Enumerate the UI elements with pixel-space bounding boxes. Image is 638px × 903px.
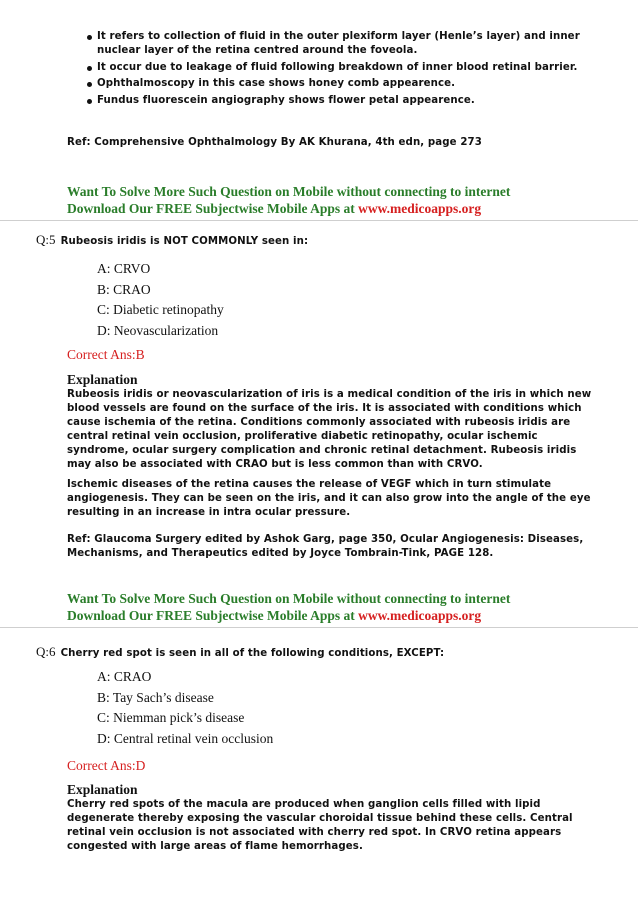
promo-block xyxy=(67,590,627,624)
promo-link[interactable]: www.medicoapps.org xyxy=(358,201,482,216)
option-a[interactable]: A: CRVO xyxy=(97,261,151,276)
correct-answer: Correct Ans:B xyxy=(67,347,145,362)
option-a[interactable]: A: CRAO xyxy=(97,669,152,684)
promo-block xyxy=(67,183,627,217)
explanation-paragraph: Cherry red spots of the macula are produced when ganglion cells filled with lipid degenerate thereby exposing the vascular choroidal tissue behind these cells. Central retinal vein occlusion is not associated with cherry red spot. In CRVO retina appears congested with large areas of flame hemorrhages. xyxy=(67,799,573,852)
bullet-dot-icon xyxy=(87,82,92,87)
divider xyxy=(0,627,638,628)
bullet-dot-icon xyxy=(87,66,92,71)
bullet-item: Fundus fluorescein angiography shows flower petal appearence. xyxy=(70,94,590,108)
explanation-heading: Explanation xyxy=(67,782,138,797)
option-c[interactable]: C: Niemman pick’s disease xyxy=(97,710,245,725)
option-b[interactable]: B: Tay Sach’s disease xyxy=(97,689,214,705)
options-list xyxy=(97,667,273,749)
bullet-dot-icon xyxy=(87,99,92,104)
bullet-list xyxy=(70,30,590,110)
option-b[interactable]: B: CRAO xyxy=(97,281,151,297)
question-number: Q:5 xyxy=(36,232,56,247)
option-d[interactable]: D: Neovascularization xyxy=(97,322,219,338)
promo-line: Download Our FREE Subjectwise Mobile Apps at www.medicoapps.org xyxy=(67,608,482,623)
options-list xyxy=(97,259,224,341)
promo-line: Want To Solve More Such Question on Mobile without connecting to internet xyxy=(67,591,511,606)
reference-text: Ref: Comprehensive Ophthalmology By AK Khurana, 4th edn, page 273 xyxy=(67,137,482,148)
explanation-heading: Explanation xyxy=(67,372,138,387)
promo-link[interactable]: www.medicoapps.org xyxy=(358,608,482,623)
bullet-item: It occur due to leakage of fluid following breakdown of inner blood retinal barrier. xyxy=(70,61,590,75)
question-text: Rubeosis iridis is NOT COMMONLY seen in: xyxy=(60,236,309,247)
option-c[interactable]: C: Diabetic retinopathy xyxy=(97,302,224,317)
reference-text: Ref: Glaucoma Surgery edited by Ashok Garg, page 350, Ocular Angiogenesis: Diseases, Mechanisms, and Therapeutics edited by Joyce Tombrain-Tink, PAGE 128. xyxy=(67,534,584,559)
question-6 xyxy=(36,641,626,661)
bullet-item: It refers to collection of fluid in the outer plexiform layer (Henle’s layer) and inner nuclear layer of the retina centred around the foveola. xyxy=(70,30,590,58)
bullet-item: Ophthalmoscopy in this case shows honey comb appearence. xyxy=(70,77,590,91)
question-number: Q:6 xyxy=(36,644,56,659)
correct-answer: Correct Ans:D xyxy=(67,758,146,773)
explanation-paragraph: Rubeosis iridis or neovascularization of iris is a medical condition of the iris in which new blood vessels are found on the surface of the iris. It is associated with conditions which cause ischemia of the retina. Conditions commonly associated with rubeosis iridis are central retinal vein occlusion, proliferative diabetic retinopathy, ocular ischemic syndrome, ocular surgery complication and chronic retinal detachment. Rubeosis iridis may also be associated with CRAO but is less common than with CRVO. xyxy=(67,389,592,470)
promo-line: Download Our FREE Subjectwise Mobile Apps at www.medicoapps.org xyxy=(67,201,482,216)
option-d[interactable]: D: Central retinal vein occlusion xyxy=(97,730,274,746)
promo-line: Want To Solve More Such Question on Mobile without connecting to internet xyxy=(67,184,511,199)
question-text: Cherry red spot is seen in all of the following conditions, EXCEPT: xyxy=(60,648,445,659)
bullet-dot-icon xyxy=(87,35,92,40)
explanation-paragraph: Ischemic diseases of the retina causes the release of VEGF which in turn stimulate angiogenesis. They can be seen on the iris, and it can also grow into the angle of the eye resulting in an increase in intra ocular pressure. xyxy=(67,479,591,518)
question-5 xyxy=(36,229,626,249)
divider xyxy=(0,220,638,221)
